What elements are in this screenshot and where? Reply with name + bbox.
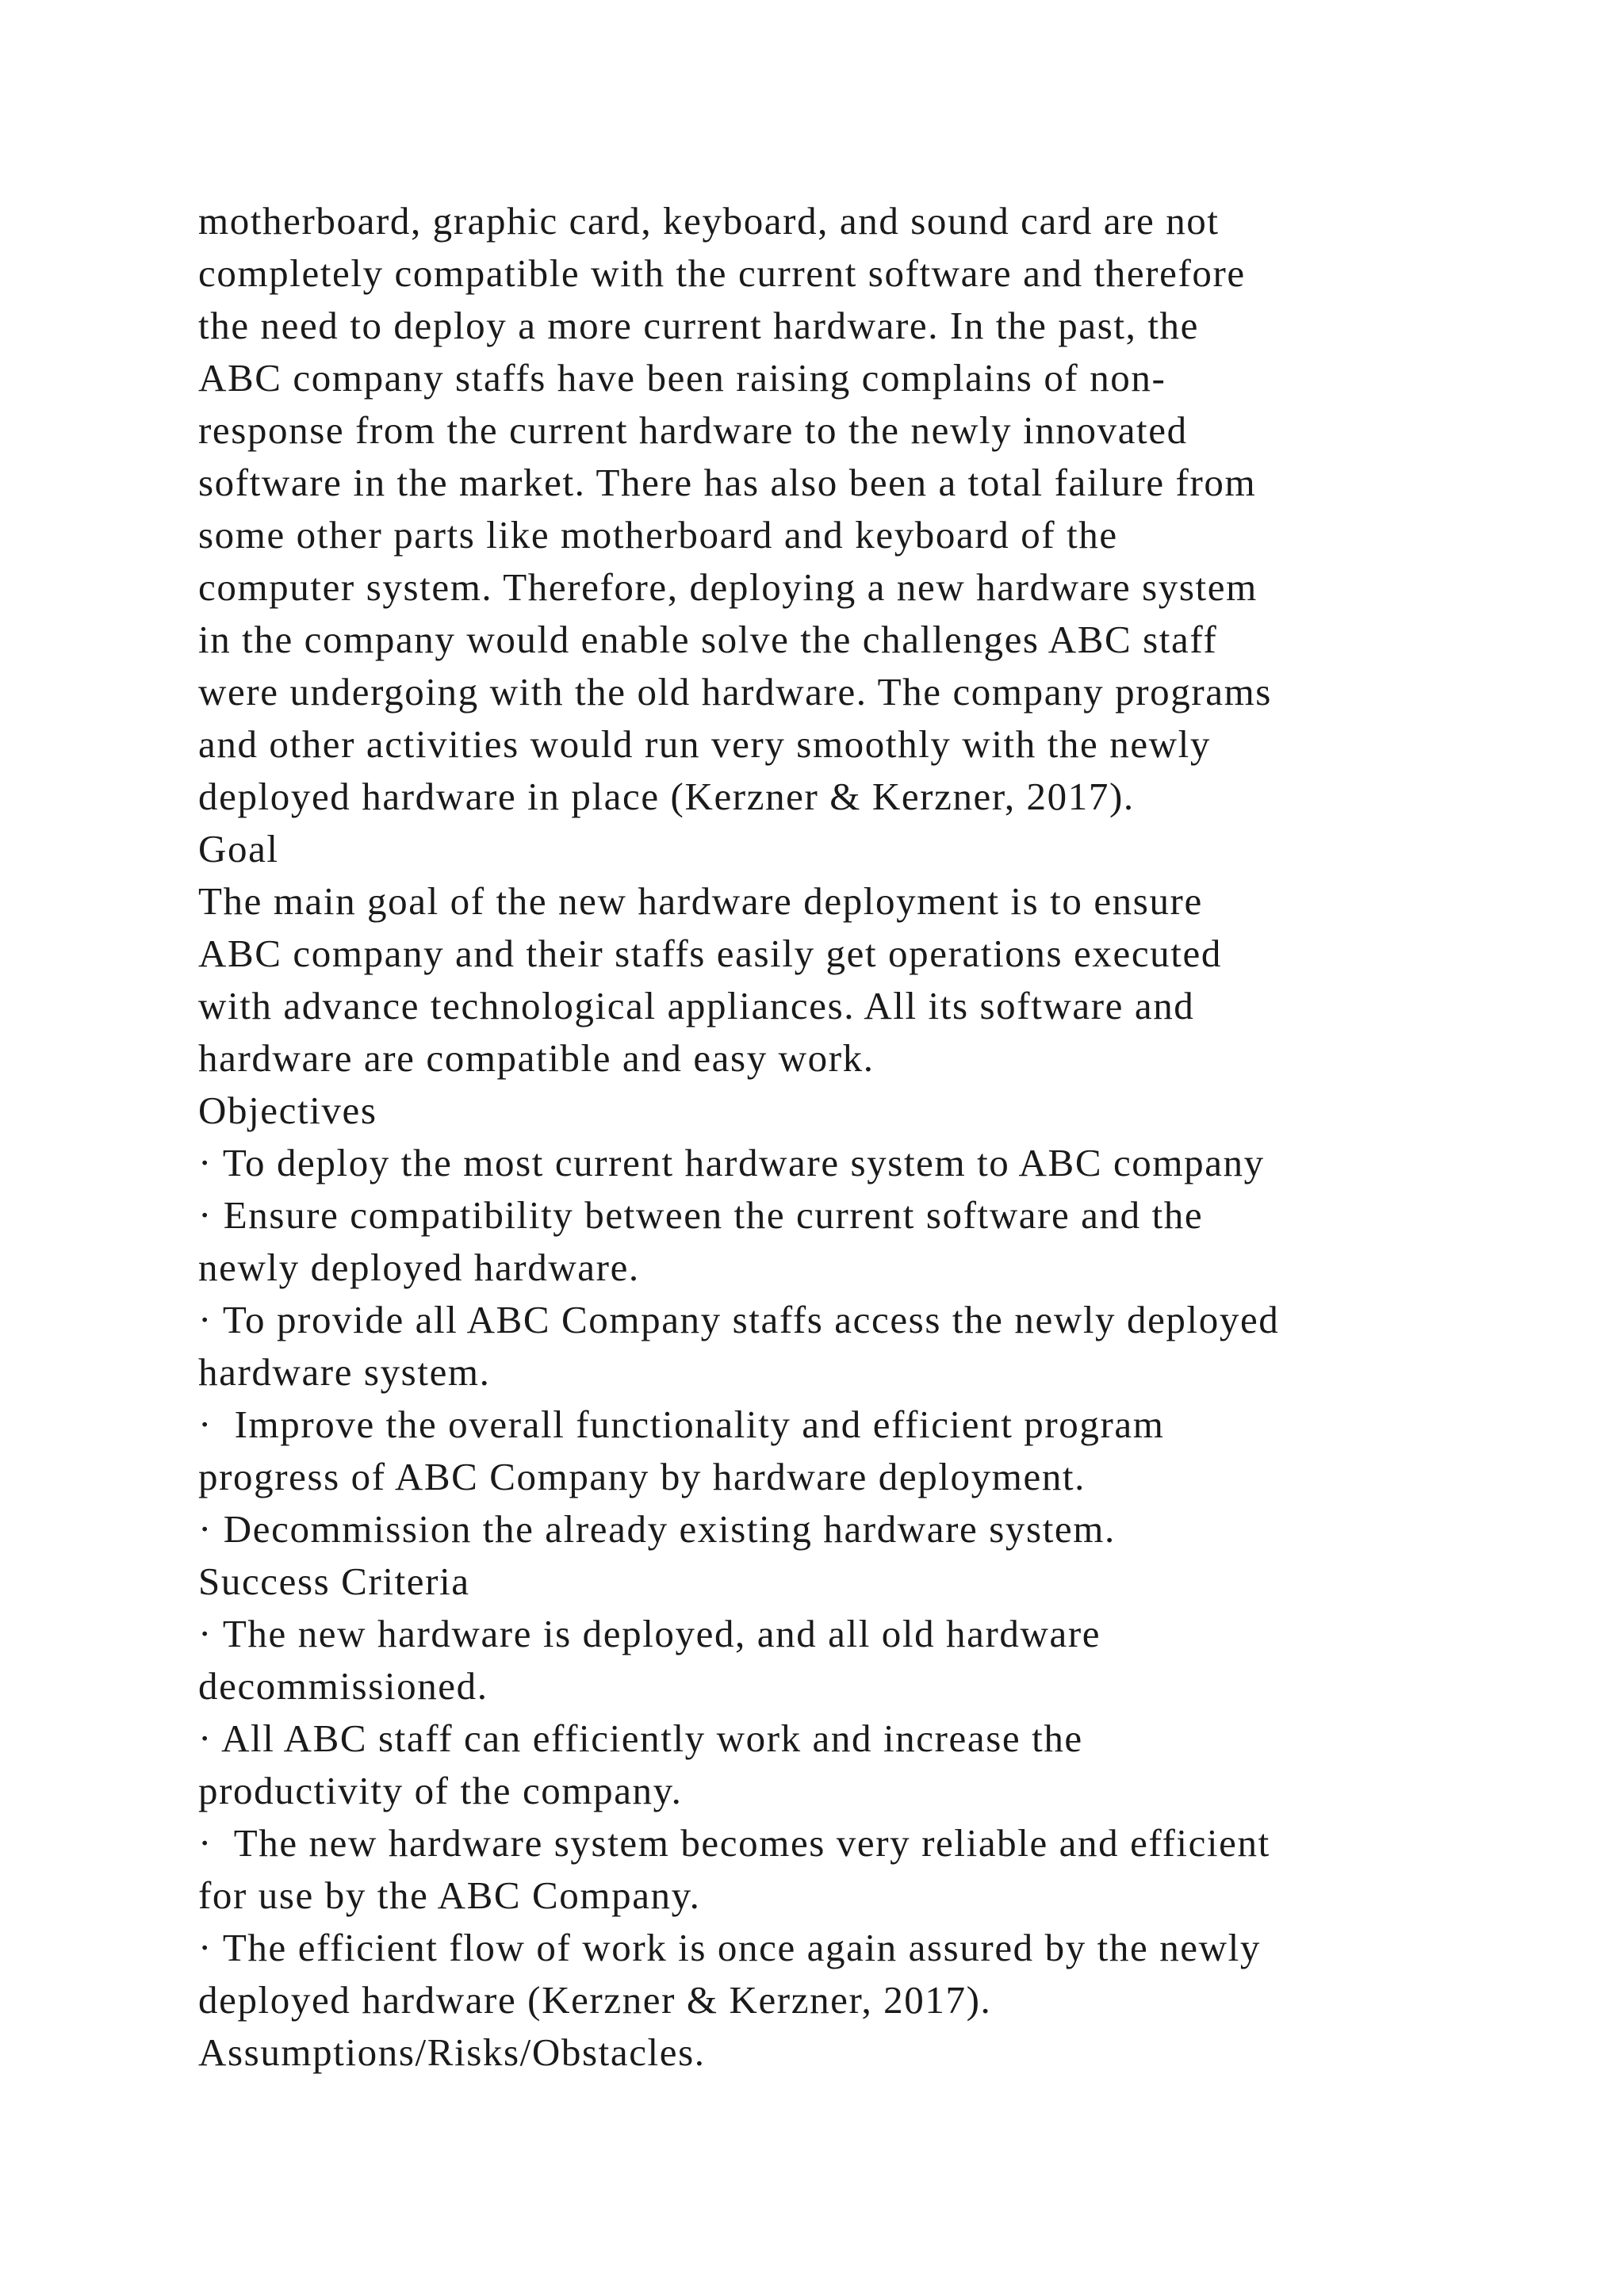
- document-page: [198, 195, 1562, 2079]
- list-item: · The efficient flow of work is once again assured by the newly: [198, 1926, 1261, 1969]
- text-line: ABC company staffs have been raising complains of non-: [198, 356, 1166, 400]
- list-item: · Decommission the already existing hardware system.: [198, 1507, 1116, 1551]
- text-line: and other activities would run very smoothly with the newly: [198, 722, 1211, 766]
- list-item-continuation: progress of ABC Company by hardware deployment.: [198, 1455, 1086, 1498]
- goal-paragraph: [198, 875, 1562, 1085]
- text-line: the need to deploy a more current hardware. In the past, the: [198, 304, 1199, 347]
- text-line: with advance technological appliances. All its software and: [198, 984, 1195, 1027]
- text-line: completely compatible with the current software and therefore: [198, 251, 1246, 295]
- assumptions-heading: Assumptions/Risks/Obstacles.: [198, 2030, 706, 2074]
- success-criteria-heading: Success Criteria: [198, 1559, 470, 1603]
- list-item-continuation: decommissioned.: [198, 1664, 488, 1708]
- list-item: · Ensure compatibility between the current software and the: [198, 1193, 1204, 1237]
- success-criteria-list: [198, 1608, 1562, 2026]
- text-line: deployed hardware in place (Kerzner & Kerzner, 2017).: [198, 775, 1135, 818]
- list-item: · The new hardware is deployed, and all old hardware: [198, 1612, 1101, 1655]
- list-item: · Improve the overall functionality and efficient program: [198, 1402, 1165, 1446]
- list-item-continuation: deployed hardware (Kerzner & Kerzner, 2017).: [198, 1978, 992, 2022]
- text-line: software in the market. There has also been a total failure from: [198, 461, 1257, 504]
- text-line: in the company would enable solve the challenges ABC staff: [198, 618, 1218, 661]
- objectives-list: [198, 1137, 1562, 1556]
- text-line: computer system. Therefore, deploying a new hardware system: [198, 565, 1258, 609]
- list-item: · To provide all ABC Company staffs access the newly deployed: [198, 1298, 1280, 1341]
- list-item-continuation: productivity of the company.: [198, 1769, 683, 1812]
- text-line: ABC company and their staffs easily get operations executed: [198, 932, 1222, 975]
- list-item-continuation: for use by the ABC Company.: [198, 1873, 701, 1917]
- text-line: motherboard, graphic card, keyboard, and sound card are not: [198, 199, 1220, 243]
- text-line: The main goal of the new hardware deployment is to ensure: [198, 879, 1203, 923]
- list-item-continuation: hardware system.: [198, 1350, 491, 1394]
- goal-heading: Goal: [198, 827, 279, 871]
- list-item-continuation: newly deployed hardware.: [198, 1246, 640, 1289]
- text-line: hardware are compatible and easy work.: [198, 1036, 875, 1080]
- list-item: · The new hardware system becomes very reliable and efficient: [198, 1821, 1270, 1865]
- objectives-heading: Objectives: [198, 1089, 377, 1132]
- text-line: some other parts like motherboard and keyboard of the: [198, 513, 1118, 557]
- list-item: · All ABC staff can efficiently work and increase the: [198, 1716, 1083, 1760]
- text-line: were undergoing with the old hardware. The company programs: [198, 670, 1272, 714]
- intro-paragraph: [198, 195, 1562, 823]
- text-line: response from the current hardware to the newly innovated: [198, 408, 1188, 452]
- list-item: · To deploy the most current hardware system to ABC company: [198, 1141, 1265, 1184]
